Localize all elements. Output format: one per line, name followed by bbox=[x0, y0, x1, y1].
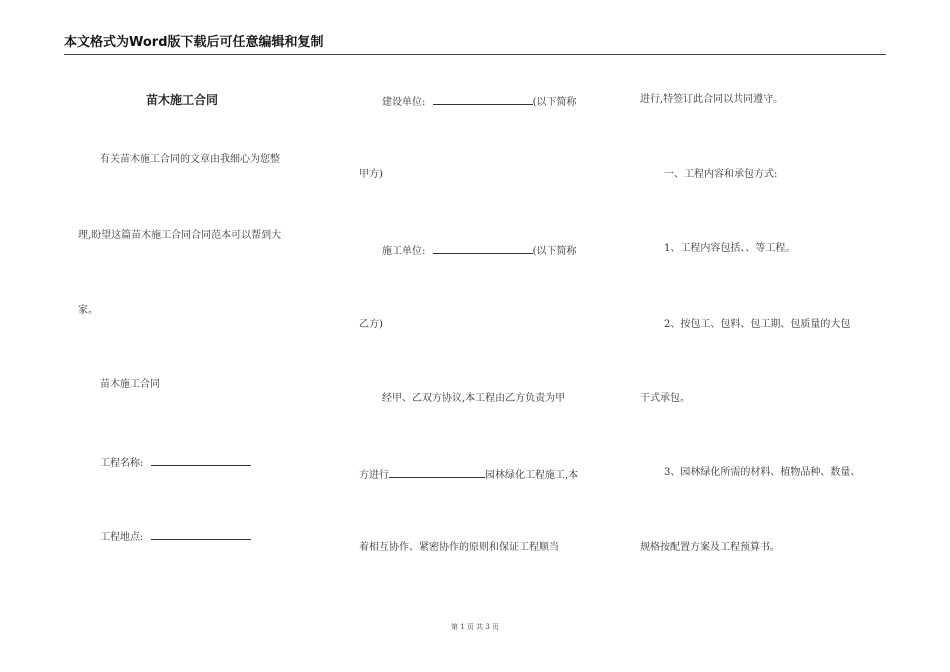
party-a-line: 甲方) bbox=[359, 169, 383, 180]
middle-paragraph-1: 经甲、乙双方协议,本工程由乙方负责为甲 bbox=[382, 393, 566, 404]
contractor-row bbox=[382, 242, 576, 259]
builder-blank bbox=[433, 93, 533, 105]
right-paragraph-6: 3、园林绿化所需的材料、植物品种、数量、 bbox=[664, 467, 861, 478]
builder-row bbox=[382, 93, 576, 110]
left-paragraph-3: 家。 bbox=[78, 305, 98, 316]
left-paragraph-1: 有关苗木施工合同的文章由我细心为您整 bbox=[100, 154, 280, 165]
section-heading-1: 一、工程内容和承包方式: bbox=[664, 169, 778, 180]
header-text: 本文格式为Word版下载后可任意编辑和复制 bbox=[64, 35, 324, 50]
right-paragraph-1: 进行,特签订此合同以共同遵守。 bbox=[640, 94, 784, 105]
middle-paragraph-3: 着相互协作、紧密协作的原则和保证工程顺当 bbox=[359, 542, 559, 553]
project-location-row bbox=[100, 528, 251, 545]
contractor-suffix: (以下简称 bbox=[532, 246, 577, 257]
right-paragraph-4: 2、按包工、包料、包工期、包质量的大包 bbox=[664, 319, 851, 330]
document-title: 苗木施工合同 bbox=[146, 93, 219, 107]
project-name-blank bbox=[151, 454, 251, 466]
builder-suffix: (以下简称 bbox=[532, 97, 577, 108]
contractor-blank bbox=[433, 242, 533, 254]
project-location-label: 工程地点: bbox=[100, 532, 144, 543]
project-name-label: 工程名称: bbox=[100, 458, 144, 469]
middle-paragraph-2-prefix: 方进行 bbox=[359, 470, 389, 481]
right-paragraph-5: 干式承包。 bbox=[640, 393, 690, 404]
contractor-label: 施工单位: bbox=[382, 246, 426, 257]
builder-label: 建设单位: bbox=[382, 97, 426, 108]
left-paragraph-2: 理,盼望这篇苗木施工合同合同范本可以帮到大 bbox=[78, 230, 282, 241]
project-name-row bbox=[100, 454, 251, 471]
contract-subtitle: 苗木施工合同 bbox=[100, 379, 160, 390]
project-blank bbox=[389, 466, 485, 478]
middle-paragraph-2-suffix: 园林绿化工程施工,本 bbox=[485, 470, 579, 481]
project-location-blank bbox=[151, 528, 251, 540]
party-b-line: 乙方) bbox=[359, 319, 383, 330]
right-paragraph-3: 1、工程内容包括、、等工程。 bbox=[664, 243, 796, 254]
page-number: 第 1 页 共 3 页 bbox=[450, 623, 500, 631]
page-header bbox=[64, 34, 886, 55]
right-paragraph-7: 规格按配置方案及工程预算书。 bbox=[640, 542, 780, 553]
middle-paragraph-2 bbox=[359, 466, 578, 483]
